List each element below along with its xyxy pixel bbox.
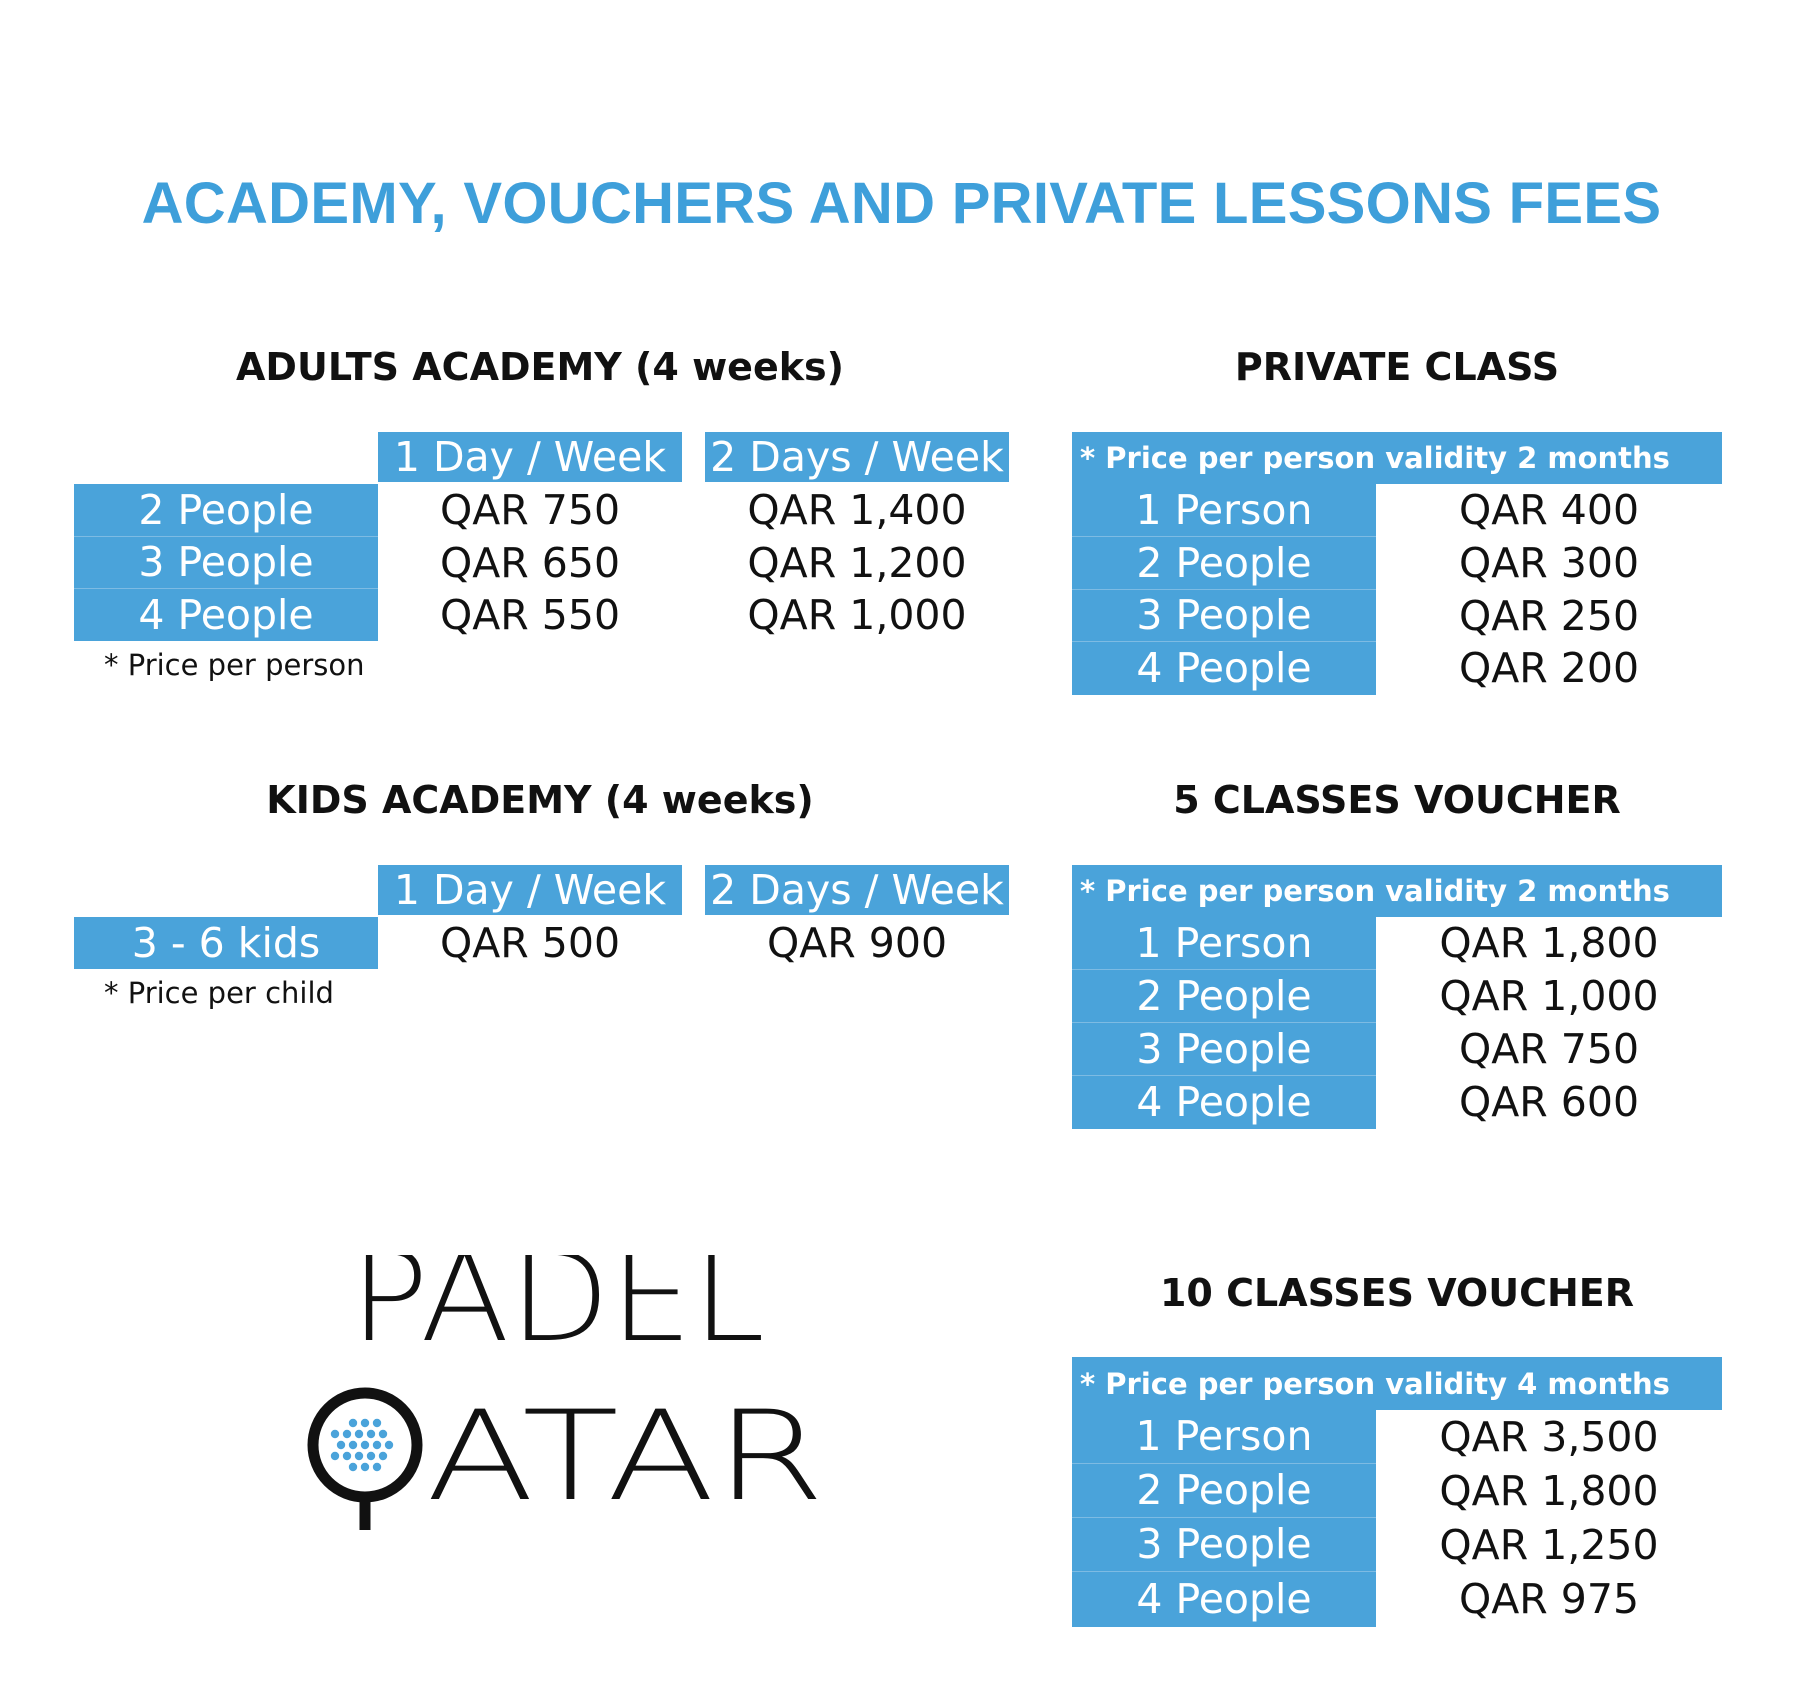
- ball-dot: [331, 1452, 339, 1460]
- private-class-title: PRIVATE CLASS: [1234, 345, 1560, 389]
- ball-dot: [355, 1430, 363, 1438]
- adults-row-label: 2 People: [74, 484, 378, 537]
- private-price-cell: QAR 250: [1458, 591, 1640, 640]
- kids-academy-title: KIDS ACADEMY (4 weeks): [266, 778, 814, 822]
- private-row-label: 4 People: [1072, 642, 1376, 695]
- kids-col-1-day: 1 Day / Week: [378, 865, 682, 915]
- ball-dot: [355, 1452, 363, 1460]
- adults-academy-title: ADULTS ACADEMY (4 weeks): [236, 345, 844, 389]
- adults-price-note: * Price per person: [104, 648, 365, 682]
- adults-row-label: 4 People: [74, 589, 378, 641]
- ball-dot: [385, 1441, 393, 1449]
- adults-price-cell: QAR 750: [439, 486, 621, 534]
- voucher-10-row-label: 3 People: [1072, 1518, 1376, 1572]
- adults-price-cell: QAR 550: [439, 590, 621, 639]
- ball-dot: [331, 1430, 339, 1438]
- ball-dot: [373, 1441, 381, 1449]
- voucher-5-price-cell: QAR 1,000: [1439, 972, 1659, 1020]
- voucher-5-title: 5 CLASSES VOUCHER: [1173, 778, 1621, 822]
- ball-dot: [349, 1441, 357, 1449]
- logo-word-padel: PADEL: [350, 1255, 765, 1370]
- kids-price-cell: QAR 500: [439, 918, 621, 967]
- ball-dot: [349, 1419, 357, 1427]
- ball-dot: [337, 1441, 345, 1449]
- voucher-5-price-cell: QAR 600: [1458, 1078, 1640, 1126]
- logo-word-qatar: QATAR: [425, 1385, 739, 1529]
- ball-dot: [373, 1463, 381, 1471]
- private-row-label: 3 People: [1072, 590, 1376, 642]
- adults-price-cell: QAR 1,000: [747, 590, 967, 639]
- ball-dot: [367, 1430, 375, 1438]
- voucher-10-title: 10 CLASSES VOUCHER: [1159, 1271, 1635, 1315]
- private-price-cell: QAR 200: [1458, 644, 1640, 692]
- voucher-5-row-label: 4 People: [1072, 1076, 1376, 1129]
- kids-row-label: 3 - 6 kids: [74, 917, 378, 969]
- ball-dot: [361, 1463, 369, 1471]
- private-price-cell: QAR 400: [1458, 486, 1640, 534]
- ball-dot: [379, 1452, 387, 1460]
- voucher-10-price-cell: QAR 1,250: [1439, 1520, 1659, 1569]
- ball-dot: [367, 1452, 375, 1460]
- voucher-10-row-label: 4 People: [1072, 1572, 1376, 1627]
- voucher-5-row-label: 1 Person: [1072, 917, 1376, 970]
- padel-qatar-logo: [300, 1255, 860, 1545]
- voucher-5-row-label: 2 People: [1072, 970, 1376, 1023]
- private-row-label: 2 People: [1072, 537, 1376, 590]
- kids-price-cell: QAR 900: [766, 918, 948, 967]
- voucher-5-price-cell: QAR 1,800: [1439, 919, 1659, 967]
- page-title: ACADEMY, VOUCHERS AND PRIVATE LESSONS FEES: [141, 171, 1662, 236]
- adults-price-cell: QAR 1,200: [747, 538, 967, 587]
- adults-price-cell: QAR 650: [439, 538, 621, 587]
- adults-col-2-days: 2 Days / Week: [705, 432, 1009, 482]
- ball-dot: [361, 1419, 369, 1427]
- adults-row-label: 3 People: [74, 537, 378, 589]
- adults-col-1-day: 1 Day / Week: [378, 432, 682, 482]
- adults-price-cell: QAR 1,400: [747, 486, 967, 534]
- voucher-10-row-label: 2 People: [1072, 1464, 1376, 1518]
- private-row-label: 1 Person: [1072, 484, 1376, 537]
- ball-dot: [343, 1452, 351, 1460]
- ball-dot: [373, 1419, 381, 1427]
- ball-dot: [379, 1430, 387, 1438]
- kids-col-2-days: 2 Days / Week: [705, 865, 1009, 915]
- voucher-5-validity: * Price per person validity 2 months: [1072, 865, 1722, 917]
- voucher-10-price-cell: QAR 3,500: [1439, 1412, 1659, 1461]
- padel-ball-icon: [313, 1393, 417, 1530]
- voucher-5-row-label: 3 People: [1072, 1023, 1376, 1076]
- voucher-5-price-cell: QAR 750: [1458, 1025, 1640, 1073]
- ball-dot: [343, 1430, 351, 1438]
- voucher-10-price-cell: QAR 1,800: [1439, 1466, 1659, 1515]
- ball-dot: [361, 1441, 369, 1449]
- voucher-10-validity: * Price per person validity 4 months: [1072, 1357, 1722, 1410]
- kids-price-note: * Price per child: [104, 976, 334, 1010]
- ball-dot: [349, 1463, 357, 1471]
- private-class-validity: * Price per person validity 2 months: [1072, 432, 1722, 484]
- voucher-10-price-cell: QAR 975: [1458, 1575, 1640, 1623]
- voucher-10-row-label: 1 Person: [1072, 1410, 1376, 1464]
- private-price-cell: QAR 300: [1458, 539, 1640, 587]
